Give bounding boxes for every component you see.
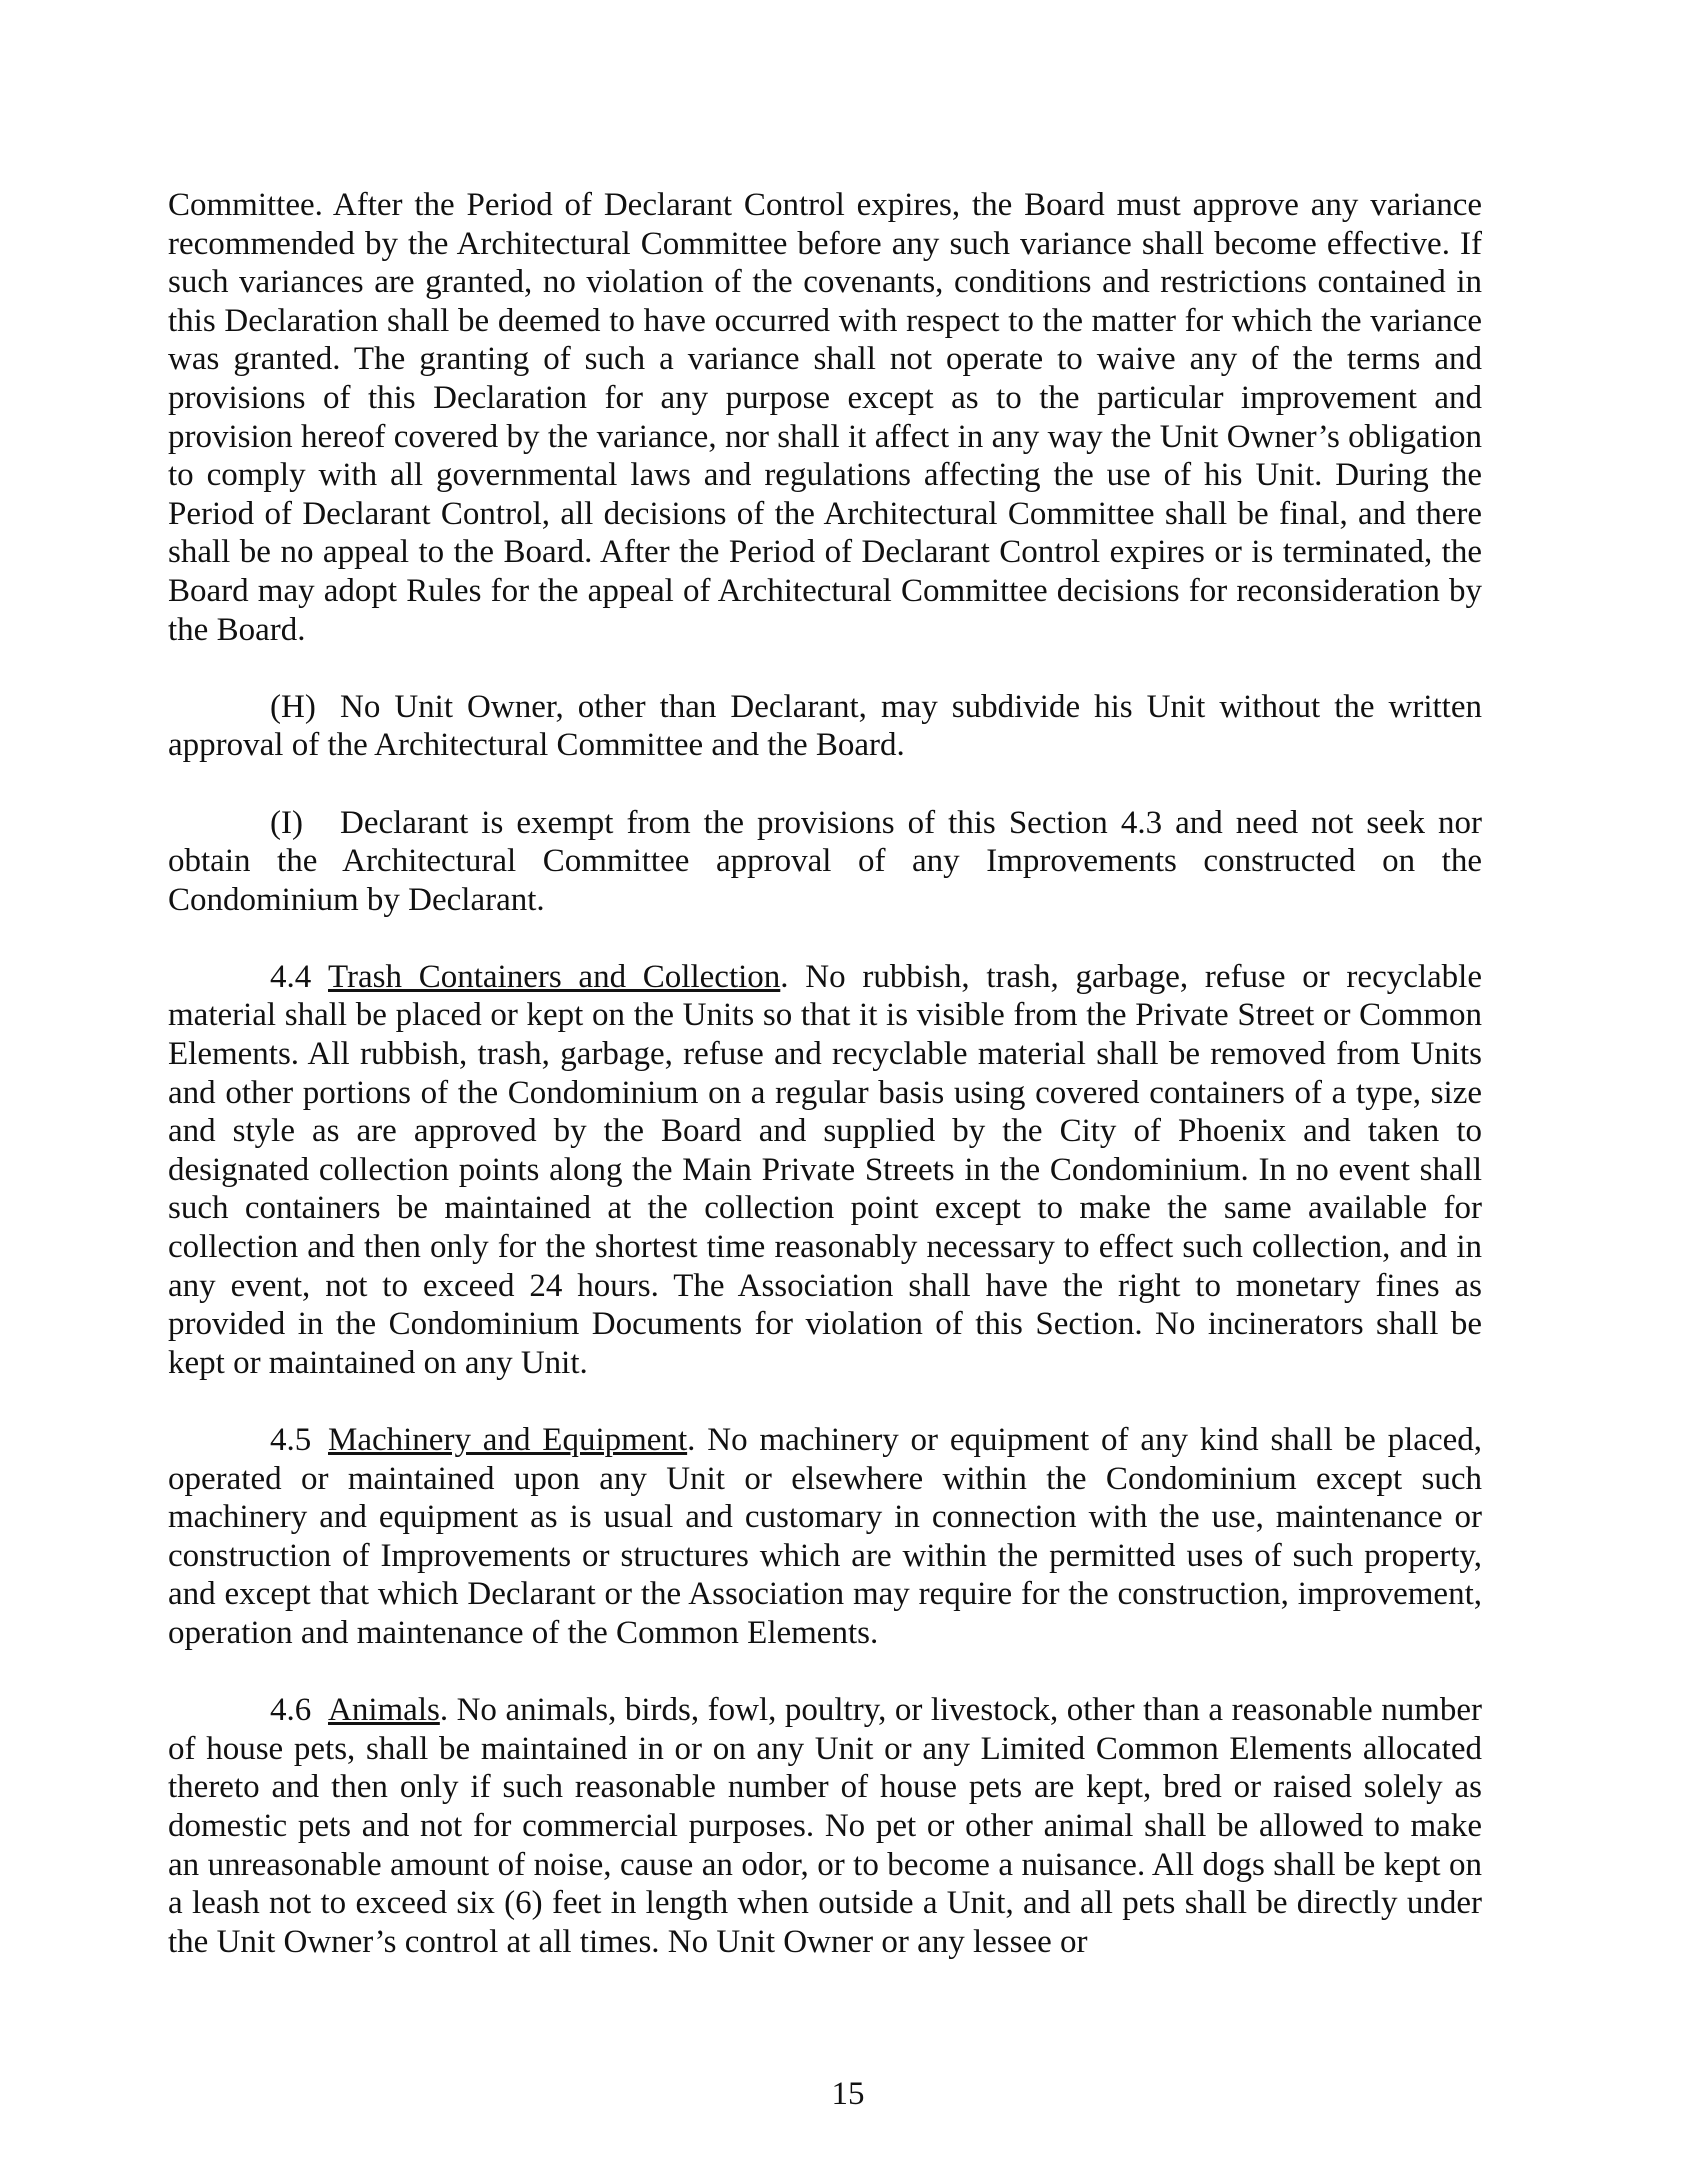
subsection-text: Declarant is exempt from the provisions of this Section 4.3 and need not seek nor obtain the Architectural Committee approval of any Improvements constructed on the Condominium by Declarant. [168, 804, 1482, 918]
section-number: 4.5 [270, 1422, 312, 1458]
subsection-text: No Unit Owner, other than Declarant, may subdivide his Unit without the written approval of the Architectural Committee and the Board. [168, 688, 1482, 764]
paragraph-committee-continuation: Committee. After the Period of Declarant Control expires, the Board must approve any variance recommended by the Architectural Committee before any such variance shall become effective. If such variances are granted, no violation of the covenants, conditions and restrictions contained in this Declaration shall be deemed to have occurred with respect to the matter for which the variance was granted. The granting of such a variance shall not operate to waive any of the terms and provisions of this Declaration for any purpose except as to the particular improvement and provision hereof covered by the variance, nor shall it affect in any way the Unit Owner’s obligation to comply with all governmental laws and regulations affecting the use of his Unit. During the Period of Declarant Control, all decisions of the Architectural Committee shall be final, and there shall be no appeal to the Board. After the Period of Declarant Control expires or is terminated, the Board may adopt Rules for the appeal of Architectural Committee decisions for reconsideration by the Board. [168, 187, 1482, 648]
section-heading: Machinery and Equipment [328, 1422, 688, 1458]
section-4-5 [168, 1421, 1482, 1653]
document-page [168, 186, 1482, 2000]
section-heading: Animals [328, 1692, 440, 1729]
subsection-label: (I) [270, 804, 303, 841]
section-4-6 [168, 1691, 1482, 1961]
section-number: 4.6 [270, 1692, 312, 1729]
page-number: 15 [831, 2076, 865, 2112]
paragraph-subsection-i [168, 804, 1482, 920]
section-text: . No rubbish, trash, garbage, refuse or recyclable material shall be placed or kept on the Units so that it is visible from the Private Street or Common Elements. All rubbish, trash, garbage, refuse and recyclable material shall be removed from Units and other portions of the Condominium on a regular basis using covered containers of a type, size and style as are approved by the Board and supplied by the City of Phoenix and taken to designated collection points along the Main Private Streets in the Condominium. In no event shall such containers be maintained at the collection point except to make the same available for collection and then only for the shortest time reasonably necessary to effect such collection, and in any event, not to exceed 24 hours. The Association shall have the right to monetary fines as provided in the Condominium Documents for violation of this Section. No incinerators shall be kept or maintained on any Unit. [168, 958, 1482, 1381]
section-heading: Trash Containers and Collection [328, 958, 781, 995]
subsection-label: (H) [270, 688, 316, 725]
section-number: 4.4 [270, 958, 312, 995]
section-text: . No machinery or equipment of any kind shall be placed, operated or maintained upon any Unit or elsewhere within the Condominium except such machinery and equipment as is usual and customary in connection with the use, maintenance or construction of Improvements or structures which are within the permitted uses of such property, and except that which Declarant or the Association may require for the construction, improvement, operation and maintenance of the Common Elements. [168, 1422, 1482, 1651]
section-4-4 [168, 958, 1482, 1383]
section-text: . No animals, birds, fowl, poultry, or livestock, other than a reasonable number of house pets, shall be maintained in or on any Unit or any Limited Common Elements allocated thereto and then only if such reasonable number of house pets are kept, bred or raised solely as domestic pets and not for commercial purposes. No pet or other animal shall be allowed to make an unreasonable amount of noise, cause an odor, or to become a nuisance. All dogs shall be kept on a leash not to exceed six (6) feet in length when outside a Unit, and all pets shall be directly under the Unit Owner’s control at all times. No Unit Owner or any lessee or [168, 1692, 1482, 1960]
paragraph-subsection-h [168, 688, 1482, 765]
